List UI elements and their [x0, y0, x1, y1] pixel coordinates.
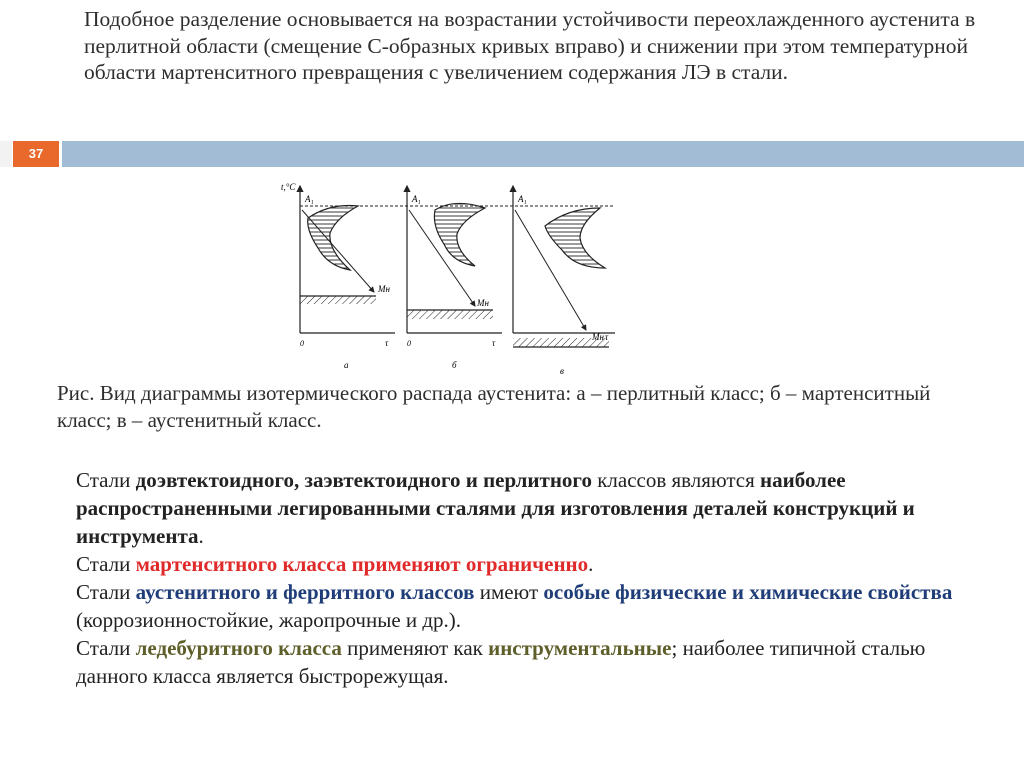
p4-olive-ledeburite: ледебуритного класса [135, 636, 342, 660]
a1-label-b: A₁ [412, 194, 421, 204]
paragraph-2 [76, 550, 996, 578]
ttt-diagram-figure [270, 178, 630, 378]
intro-paragraph: Подобное разделение основывается на возрастании устойчивости переохлажденного аустенита в перлитной области (смещение С-образных кривых вправо) и снижении при этом температурной области мартенситного превращения с увеличением содержания ЛЭ в стали. [84, 7, 976, 84]
panel-label-a: а [344, 360, 349, 370]
p3-blue-properties: особые физические и химические свойства [543, 580, 953, 604]
p4-text: Стали [76, 636, 136, 660]
header-band [0, 141, 1024, 167]
p4-olive-tool: инструментальные [488, 636, 672, 660]
zero-label-a: 0 [300, 339, 304, 348]
ttt-diagram-svg [270, 178, 630, 378]
p3-blue-classes: аустенитного и ферритного классов [135, 580, 475, 604]
tau-label-b: τ [492, 338, 496, 348]
mn-hatch-b [407, 310, 493, 319]
p1-bold-usage: наиболее распространенными легированными сталями для изготовления деталей конструкций и инструмента [76, 468, 915, 548]
body-text [76, 466, 996, 690]
p1-text-2: классов являются [591, 468, 761, 492]
panel-b [407, 186, 502, 370]
p2-period: . [588, 552, 594, 576]
p2-red-martensitic: мартенситного класса применяют ограниченно [135, 552, 589, 576]
p1-text: Стали [76, 468, 136, 492]
panel-a [281, 182, 395, 370]
p3-text-3: (коррозионностойкие, жаропрочные и др.). [76, 608, 462, 632]
p2-text: Стали [76, 552, 136, 576]
band-blue-bar [62, 141, 1024, 167]
p3-text-2: имеют [474, 580, 544, 604]
mn-label-b: Mн [477, 298, 489, 308]
mn-label-a: Mн [378, 284, 390, 294]
p3-text: Стали [76, 580, 136, 604]
band-left-strip [0, 141, 12, 167]
panel-c [513, 186, 615, 376]
tau-label-a: τ [385, 338, 389, 348]
slide-number: 37 [13, 141, 59, 167]
paragraph-3 [76, 578, 996, 634]
a1-label-a: A₁ [305, 194, 314, 204]
paragraph-1 [76, 466, 996, 550]
mn-hatch-a [300, 296, 376, 304]
p4-text-2: применяют как [341, 636, 489, 660]
mn-label-c: Mн [592, 332, 604, 342]
axis-t-label: t,°C [281, 182, 296, 192]
panel-label-b: б [452, 360, 457, 370]
tau-label-c: τ [605, 332, 609, 342]
p4-text-3: ; наиболее типичной сталью данного класса является быстрорежущая. [76, 636, 926, 688]
paragraph-4 [76, 634, 996, 690]
p1-period: . [198, 524, 204, 548]
figure-caption: Рис. Вид диаграммы изотермического распада аустенита: а – перлитный класс; б – мартенситный класс; в – аустенитный класс. [57, 381, 931, 432]
p1-bold-classes: доэвтектоидного, заэвтектоидного и перлитного [135, 468, 592, 492]
zero-label-b: 0 [407, 339, 411, 348]
panel-label-c: в [560, 366, 564, 376]
a1-label-c: A₁ [518, 194, 527, 204]
